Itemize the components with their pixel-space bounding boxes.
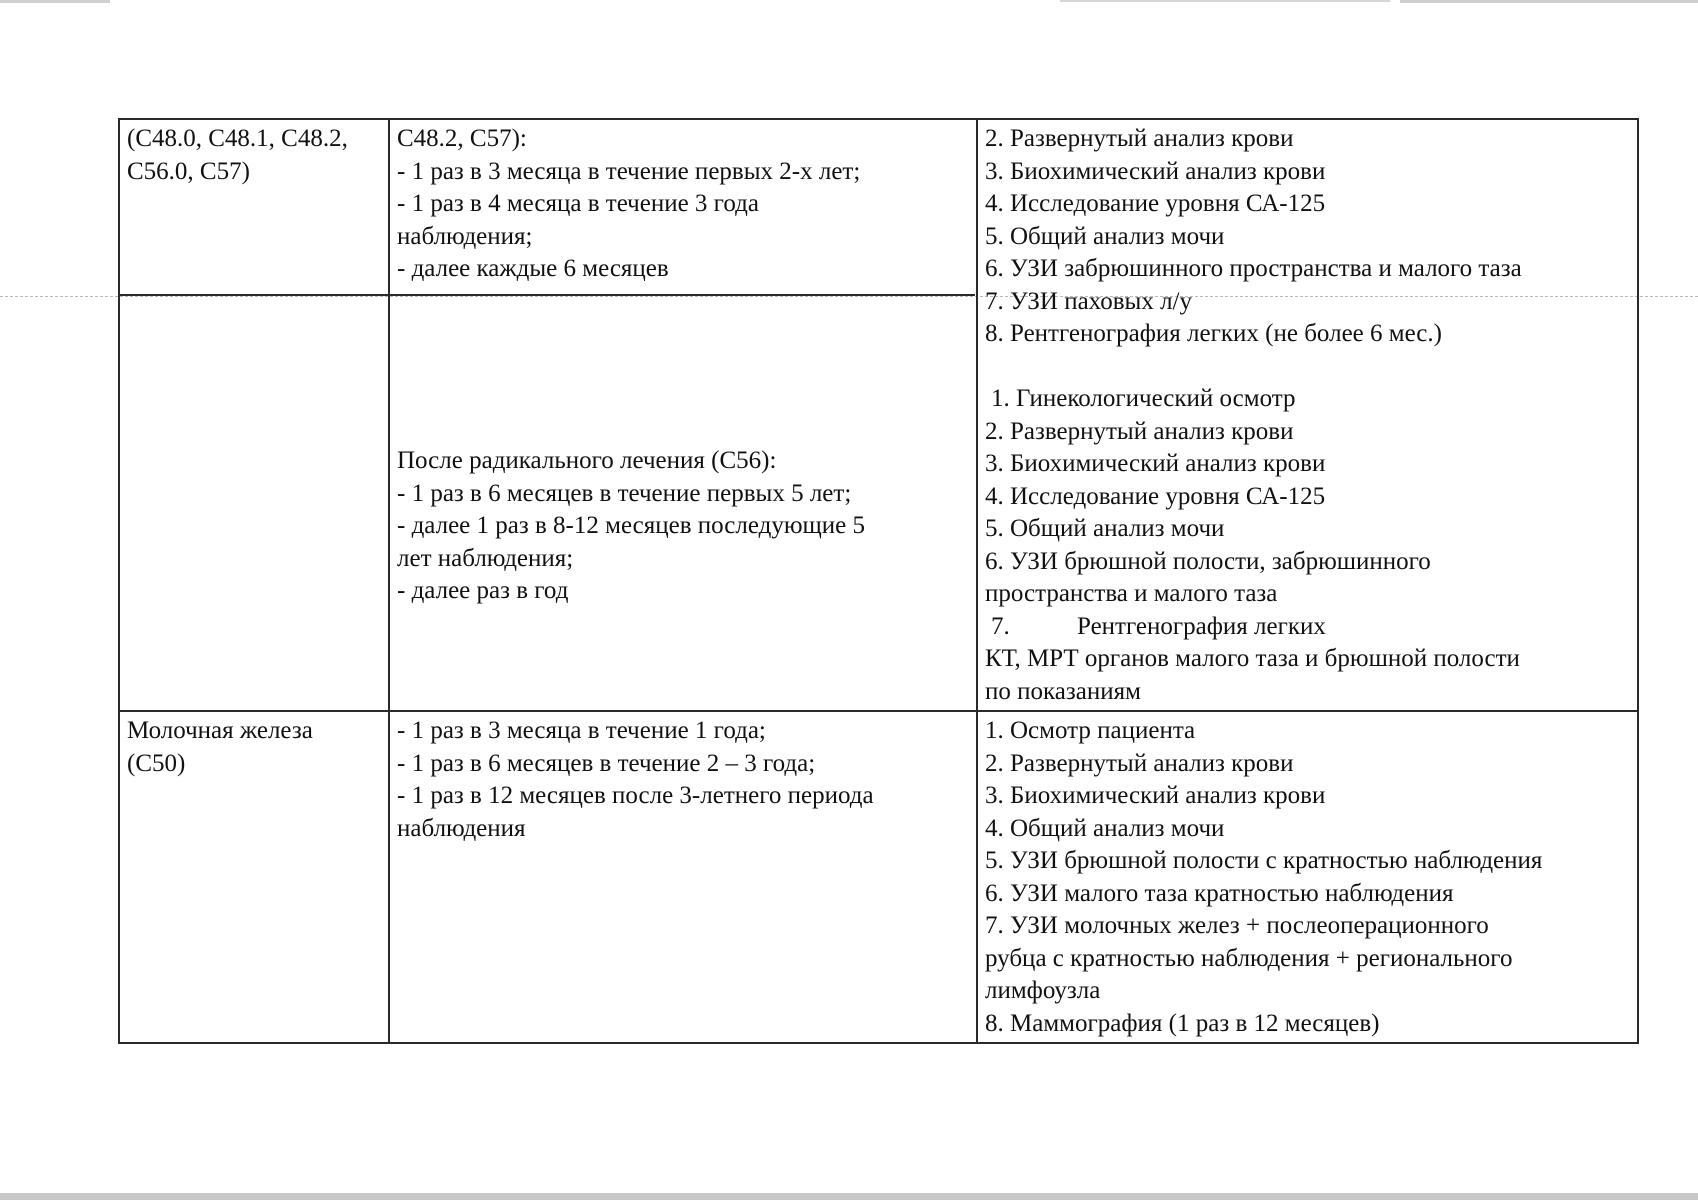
exam-item [985,611,1629,644]
localization-cell [119,711,389,1043]
scan-artifact-top-right [1060,0,1390,2]
frequency-cell [389,711,977,1043]
localization-line: Молочная железа [127,717,313,744]
table-row [119,711,1638,1043]
exam-item: 8. Маммография (1 раз в 12 месяцев) [985,1009,1380,1037]
exam-item: 7. УЗИ молочных желез + послеоперационного [985,912,1489,939]
frequency-line: - 1 раз в 3 месяца в течение первых 2-х лет; [397,157,861,185]
exam-item: 2. Развернутый анализ крови [985,125,1294,152]
frequency-line: - 1 раз в 3 месяца в течение 1 года; [397,717,766,744]
exam-text: Рентгенография легких [1077,612,1326,640]
exam-item: 8. Рентгенография легких (не более 6 мес.) [985,320,1442,347]
exam-item: 7. УЗИ паховых л/у [985,287,1192,315]
exam-item: 5. Общий анализ мочи [985,222,1225,250]
exam-item: КТ, МРТ органов малого таза и брюшной полости [985,645,1520,672]
scan-artifact-top-left [0,0,110,3]
frequency-line: - далее раз в год [397,577,569,604]
exam-item: 4. Общий анализ мочи [985,814,1225,842]
frequency-line: - 1 раз в 12 месяцев после 3-летнего периода [397,782,874,809]
exams-cell [977,711,1638,1043]
frequency-line: С48.2, С57): [397,125,527,152]
exam-item: лимфоузла [985,977,1101,1004]
exams-cell [977,119,1638,711]
scan-artifact-top-right-2 [1400,0,1698,3]
exam-item: рубца с кратностью наблюдения + регионального [985,944,1513,972]
frequency-line: - 1 раз в 6 месяцев в течение 2 – 3 года; [397,749,816,777]
frequency-line: лет наблюдения; [397,544,574,572]
exam-item: 6. УЗИ забрюшинного пространства и малого таза [985,255,1522,282]
exam-item: 5. Общий анализ мочи [985,515,1225,542]
frequency-line: После радикального лечения (С56): [397,447,777,474]
frequency-line: наблюдения; [397,222,533,250]
frequency-line: наблюдения [397,814,526,842]
table-row [119,119,1638,711]
frequency-line: - далее 1 раз в 8-12 месяцев последующие 5 [397,512,866,539]
exam-item: 2. Развернутый анализ крови [985,749,1294,777]
exam-item: 3. Биохимический анализ крови [985,157,1326,185]
exam-item: 6. УЗИ малого таза кратностью наблюдения [985,879,1454,907]
localization-line: (С50) [127,749,186,777]
frequency-line: - далее каждые 6 месяцев [397,255,669,282]
exam-item: 3. Биохимический анализ крови [985,450,1326,477]
frequency-cell [389,119,977,711]
exam-item: 3. Биохимический анализ крови [985,782,1326,809]
exam-item: по показаниям [985,677,1141,705]
localization-line: С56.0, С57) [127,157,250,185]
frequency-line: - 1 раз в 4 месяца в течение 3 года [397,190,759,217]
exam-item: 1. Осмотр пациента [985,717,1196,744]
exam-item: 6. УЗИ брюшной полости, забрюшинного [985,547,1431,575]
row-separator [118,294,975,296]
scan-artifact-bottom-edge [0,1193,1698,1200]
blank-line [985,351,1629,384]
frequency-line: - 1 раз в 6 месяцев в течение первых 5 лет; [397,479,852,507]
exam-item: 5. УЗИ брюшной полости с кратностью наблюдения [985,847,1543,874]
localization-cell [119,119,389,711]
exam-item: 4. Исследование уровня СА-125 [985,482,1326,510]
radical-treatment-block [397,445,972,608]
exam-number: 7. [991,612,1010,640]
exam-item: 2. Развернутый анализ крови [985,417,1294,445]
exam-item: 1. Гинекологический осмотр [991,385,1296,412]
exam-item: 4. Исследование уровня СА-125 [985,190,1326,217]
localization-line: (С48.0, С48.1, С48.2, [127,125,348,152]
exam-item: пространства и малого таза [985,580,1278,607]
